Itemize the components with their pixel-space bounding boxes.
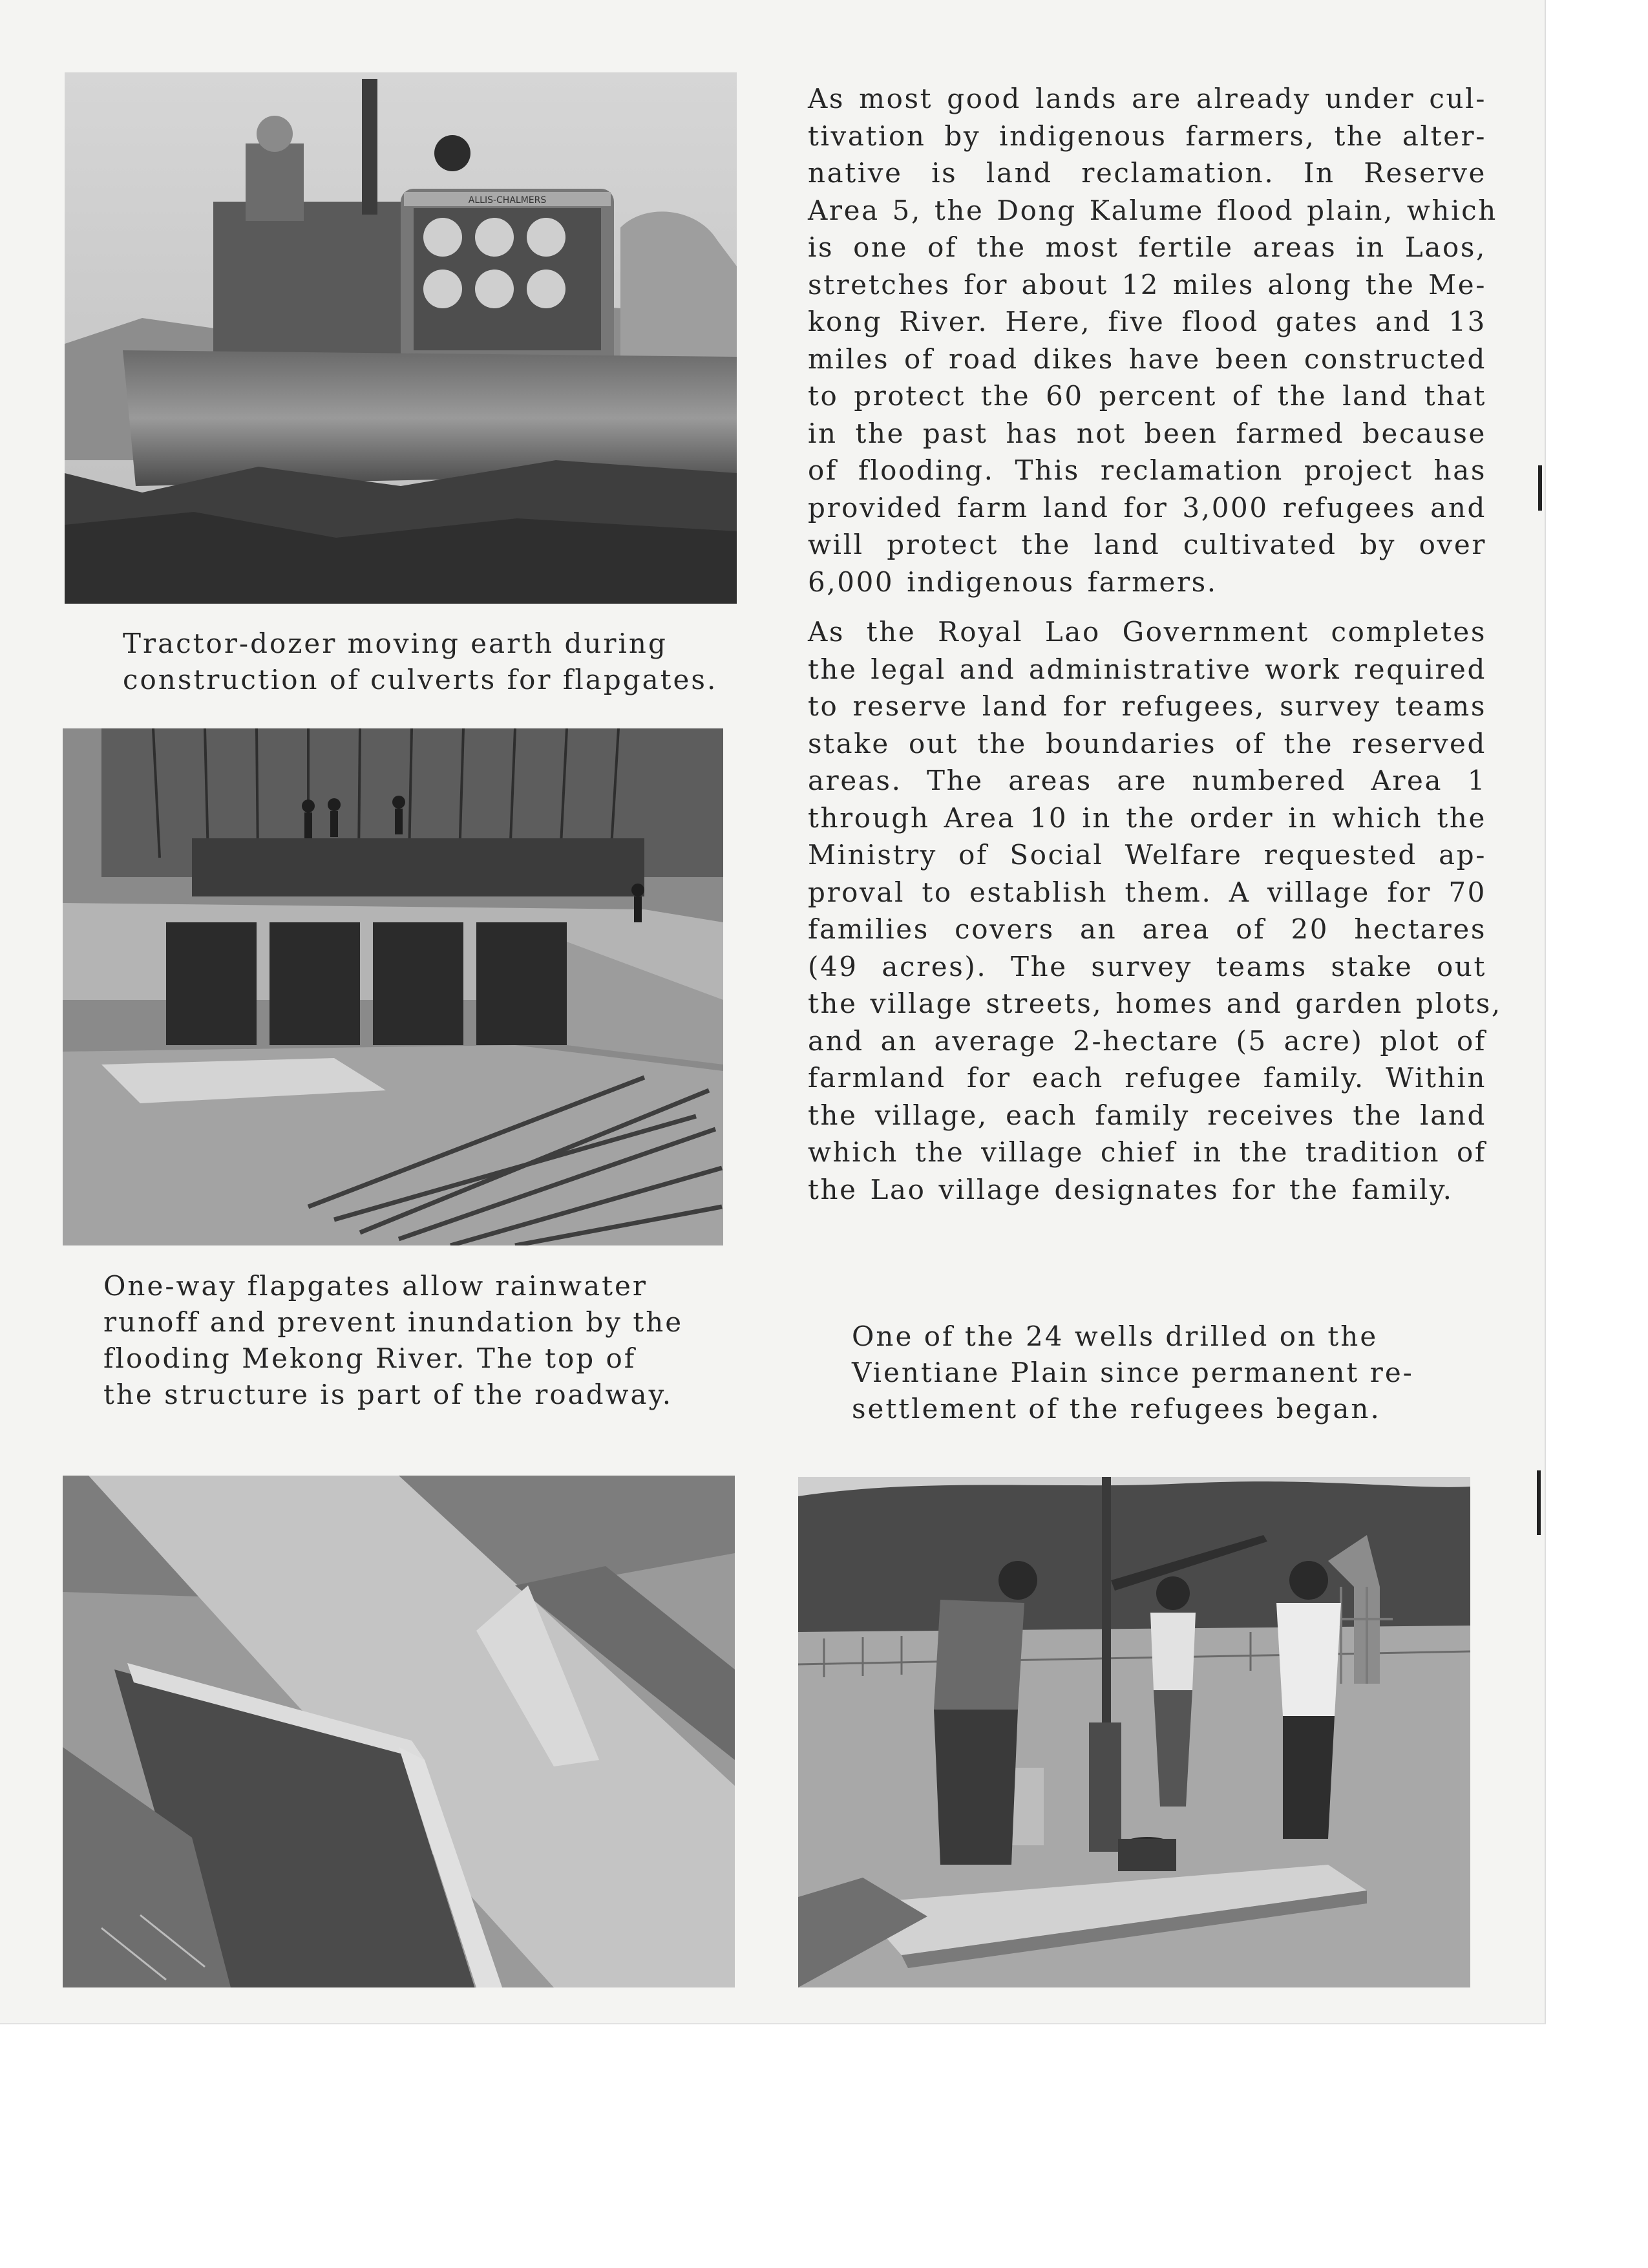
caption-line: flooding Mekong River. The top of bbox=[103, 1342, 637, 1374]
text-line: 6,000 indigenous farmers. bbox=[808, 566, 1218, 598]
text-line: of flooding. This reclamation project has bbox=[808, 454, 1486, 486]
text-line: will protect the land cultivated by over bbox=[808, 529, 1486, 560]
caption-well bbox=[852, 1319, 1414, 1427]
text-line: As most good lands are already under cul- bbox=[808, 83, 1486, 114]
text-line: proval to establish them. A village for 70 bbox=[808, 876, 1486, 908]
caption-line: settlement of the refugees began. bbox=[852, 1393, 1381, 1425]
text-line: native is land reclamation. In Reserve bbox=[808, 157, 1486, 189]
text-line: miles of road dikes have been constructed bbox=[808, 343, 1486, 375]
caption-line: Vientiane Plain since permanent re- bbox=[852, 1357, 1414, 1388]
edge-mark bbox=[1537, 1470, 1541, 1535]
text-line: the legal and administrative work required bbox=[808, 653, 1486, 685]
text-line: which the village chief in the tradition of bbox=[808, 1136, 1486, 1168]
edge-mark bbox=[1538, 465, 1542, 511]
text-line: stake out the boundaries of the reserved bbox=[808, 727, 1486, 759]
paragraph-land-reclamation bbox=[808, 80, 1497, 600]
text-line: (49 acres). The survey teams stake out bbox=[808, 950, 1486, 982]
caption-line: the structure is part of the roadway. bbox=[103, 1379, 673, 1410]
text-line: in the past has not been farmed because bbox=[808, 417, 1486, 449]
text-line: stretches for about 12 miles along the Me- bbox=[808, 268, 1486, 301]
caption-line: One-way flapgates allow rainwater bbox=[103, 1270, 648, 1302]
text-line: to reserve land for refugees, survey teams bbox=[808, 690, 1486, 722]
text-line: to protect the 60 percent of the land that bbox=[808, 380, 1486, 412]
text-line: kong River. Here, five flood gates and 13 bbox=[808, 306, 1486, 337]
caption-flapgates bbox=[103, 1268, 683, 1413]
text-line: areas. The areas are numbered Area 1 bbox=[808, 765, 1486, 796]
caption-tractor bbox=[123, 626, 717, 698]
article-body bbox=[808, 80, 1502, 1208]
text-line: through Area 10 in the order in which the bbox=[808, 801, 1486, 834]
caption-line: construction of culverts for flapgates. bbox=[123, 664, 718, 695]
photo-flapgate-roadway bbox=[63, 1476, 735, 1987]
photo-flapgate-construction bbox=[63, 728, 723, 1245]
text-line: farmland for each refugee family. Within bbox=[808, 1062, 1486, 1094]
photo-tractor-dozer bbox=[65, 72, 737, 604]
dozer-brand-text: ALLIS-CHALMERS bbox=[468, 195, 547, 206]
text-line: the village streets, homes and garden plots, bbox=[808, 988, 1502, 1019]
text-line: As the Royal Lao Government completes bbox=[808, 616, 1486, 648]
caption-line: runoff and prevent inundation by the bbox=[103, 1306, 684, 1338]
text-line: tivation by indigenous farmers, the alter- bbox=[808, 120, 1486, 152]
text-line: families covers an area of 20 hectares bbox=[808, 913, 1486, 945]
paragraph-survey-teams bbox=[808, 613, 1502, 1208]
text-line: provided farm land for 3,000 refugees and bbox=[808, 491, 1486, 524]
text-line: and an average 2-hectare (5 acre) plot of bbox=[808, 1024, 1486, 1057]
text-line: the Lao village designates for the family. bbox=[808, 1173, 1453, 1205]
caption-line: Tractor-dozer moving earth during bbox=[123, 628, 668, 659]
text-line: is one of the most fertile areas in Laos, bbox=[808, 231, 1486, 263]
caption-line: One of the 24 wells drilled on the bbox=[852, 1320, 1379, 1352]
text-line: the village, each family receives the land bbox=[808, 1099, 1486, 1131]
text-line: Ministry of Social Welfare requested ap- bbox=[808, 839, 1486, 871]
photo-well bbox=[798, 1477, 1470, 1987]
text-line: Area 5, the Dong Kalume flood plain, which bbox=[808, 194, 1497, 226]
